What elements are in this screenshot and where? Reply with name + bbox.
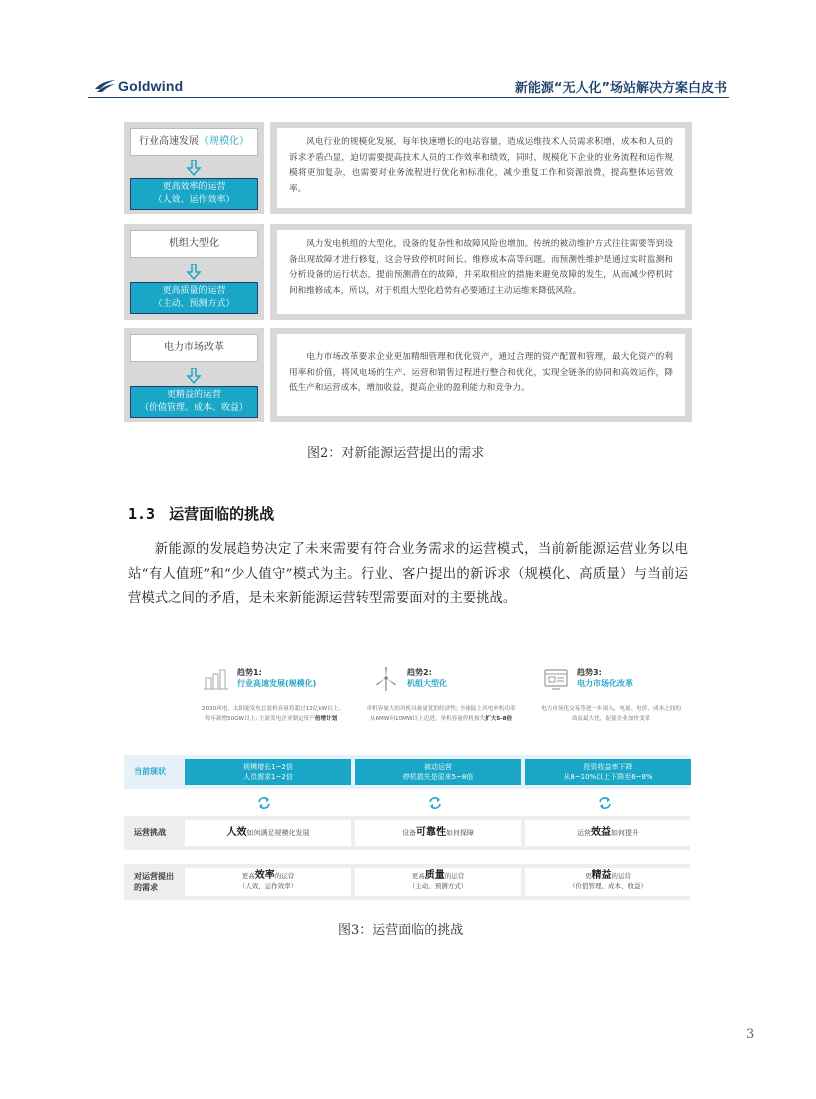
description-panel — [270, 122, 692, 214]
trend-label-text: 机组大型化 — [169, 238, 219, 249]
challenge-box — [185, 820, 351, 846]
requirement-detail: （主动、预测方式） — [153, 299, 235, 309]
trend-label — [130, 334, 258, 362]
trend-title — [407, 667, 447, 689]
trend-description — [181, 704, 361, 724]
challenge-emphasis: 可靠性 — [416, 827, 446, 838]
requirement-label — [124, 864, 180, 893]
trend-panel — [124, 224, 264, 320]
current-status-box — [185, 759, 351, 785]
requirement-text: 更高 — [241, 872, 255, 880]
requirement-label-line: 对运营提出 — [134, 872, 174, 881]
requirement-emphasis: 效率 — [254, 870, 275, 881]
challenge-box — [355, 820, 521, 846]
trend-description-line: 电力市场化交易等进一步深入，电量、电价、成本之间的 — [541, 706, 681, 712]
arrow-down-icon — [186, 368, 202, 384]
requirement-box — [525, 868, 691, 896]
trend-title — [237, 667, 316, 689]
trend-description-line: 单机容量大的风机具备更优的经济性; 全球陆上风电单机功率 — [366, 706, 516, 712]
requirement-title — [525, 871, 691, 881]
requirement-title: 更高效率的运营 — [162, 182, 226, 192]
section-title: 运营面临的挑战 — [169, 505, 275, 523]
current-status-line: 人员需求1~2倍 — [243, 773, 293, 781]
building-chart-icon — [203, 666, 229, 692]
requirement-row — [124, 122, 692, 214]
logo-text: Goldwind — [118, 78, 184, 94]
requirement-box — [355, 868, 521, 896]
trend-description-text: 从6MW向10MW以上迈进，单机容量停机损失 — [369, 716, 486, 722]
requirement-box — [185, 868, 351, 896]
requirement-text: 的运营 — [611, 872, 631, 880]
challenge-text: 如何提升 — [611, 829, 639, 837]
trend-label-text: 行业高速发展 — [139, 136, 199, 147]
trend-title — [577, 667, 633, 689]
requirement-detail: （价值管理、成本、收益） — [569, 882, 647, 890]
figure-3 — [124, 664, 690, 900]
requirement-text: 的运营 — [274, 872, 295, 880]
operation-requirement-box — [130, 282, 258, 314]
challenge-text: 运营 — [577, 829, 591, 837]
document-title: 新能源“无人化”场站解决方案白皮书 — [514, 81, 727, 96]
trend-description-line — [351, 714, 531, 724]
current-status-line: 从8~10%以上下降至6~8% — [563, 773, 653, 781]
current-status-line: 被动运营 — [424, 763, 452, 771]
challenge-box — [525, 820, 691, 846]
requirement-emphasis: 质量 — [424, 870, 445, 881]
requirement-title — [355, 871, 521, 881]
trend-subtitle: 电力市场化改革 — [577, 679, 633, 688]
trend-subtitle: 行业高速发展(规模化) — [237, 679, 317, 688]
trend-number: 趋势2: — [407, 668, 432, 677]
description-text: 风力发电机组的大型化，设备的复杂性和故障风险也增加。传统的被动维护方式往往需要等到设备出现故障才进行修复，这会导致停机时间长、维修成本高等问题。而预测性维护是通过实时监测和分析设备的运行状态，提前预测潜在的故障，并采取相应的措施来避免故障的发生，从而减少停机时间和维修成本，所以，对于机组大型化趋势有必要通过主动运维来降低风险。 — [277, 230, 685, 314]
description-panel — [270, 224, 692, 320]
trend-number: 趋势1: — [237, 668, 262, 677]
trend-description-text: 效益最大化，促使企业加快变革 — [571, 716, 651, 722]
requirement-detail: （价值管理、成本、收益） — [139, 403, 248, 413]
trend-number: 趋势3: — [577, 668, 602, 677]
trend-subtitle: 机组大型化 — [407, 679, 447, 688]
requirement-text: 更 — [585, 872, 592, 880]
trend-block — [181, 664, 361, 724]
page-header — [88, 76, 729, 98]
challenge-label: 运营挑战 — [134, 828, 166, 837]
current-status-line: 停机损失是原来5~8倍 — [402, 773, 474, 781]
trend-description-text: 每年新增50GW以上; 主流发电企业制定资产 — [204, 716, 315, 722]
market-screen-icon — [543, 666, 569, 692]
arrow-down-icon — [186, 160, 202, 176]
section-paragraph: 新能源的发展趋势决定了未来需要有符合业务需求的运营模式，当前新能源运营业务以电站“有人值班”和“少人值守”模式为主。行业、客户提出的新诉求（规模化、高质量）与当前运营模式之间的矛盾，是未来新能源运营转型需要面对的主要挑战。 — [128, 542, 688, 606]
trend-description-emphasis: 倍增计划 — [314, 716, 338, 722]
trend-panel — [124, 122, 264, 214]
arrow-down-icon — [186, 264, 202, 280]
requirement-label-line: 的需求 — [134, 883, 158, 892]
trend-description-line — [181, 714, 361, 724]
trend-description — [521, 704, 701, 724]
current-status-box — [355, 759, 521, 785]
requirement-text: 更高 — [411, 872, 425, 880]
operation-requirement-box — [130, 386, 258, 418]
cycle-arrows-icon — [428, 796, 442, 810]
requirement-row — [124, 328, 692, 422]
cycle-arrows-icon — [257, 796, 271, 810]
current-status-line: 规模增长1~2倍 — [243, 763, 293, 771]
requirement-row — [124, 224, 692, 320]
section-heading — [128, 503, 274, 524]
goldwind-logo — [94, 78, 183, 94]
operation-requirement-box — [130, 178, 258, 210]
wind-turbine-icon — [373, 666, 399, 692]
challenge-emphasis: 效益 — [591, 827, 611, 838]
trend-description-line — [521, 714, 701, 724]
challenge-emphasis: 人效 — [226, 827, 247, 838]
requirement-title: 更高质量的运营 — [162, 286, 226, 296]
page-number: 3 — [746, 1027, 755, 1042]
current-status-line: 投资收益率下降 — [583, 763, 633, 771]
figure-3-caption: 图3：运营面临的挑战 — [338, 923, 464, 938]
challenge-text: 如何保障 — [446, 829, 474, 837]
trend-description — [351, 704, 531, 724]
requirement-title — [185, 871, 351, 881]
current-status-box — [525, 759, 691, 785]
trend-description-emphasis: 扩大5-8倍 — [485, 716, 513, 722]
trend-label-text: 电力市场改革 — [164, 342, 224, 353]
description-text: 风电行业的规模化发展，每年快速增长的电站容量，造成运维技术人员需求积增，成本和人员的诉求矛盾凸显，迫切需要提高技术人员的工作效率和绩效，同时，规模化下企业的业务流程和运作规模将更加复杂，也需要对业务流程进行优化和标准化，减少重复工作和资源浪费，提高整体运营效率。 — [277, 128, 685, 208]
requirement-emphasis: 精益 — [591, 870, 612, 881]
goldwind-logo-icon — [94, 79, 116, 93]
trend-block — [521, 664, 701, 724]
challenge-text: 设备 — [402, 829, 416, 837]
current-status-band — [124, 755, 690, 789]
requirement-detail: （主动、预测方式） — [408, 882, 468, 890]
requirement-detail: （人效、运作效率） — [238, 882, 298, 890]
section-number: 1.3 — [128, 505, 156, 523]
trend-description-line: 2030风电、太阳能发电总装机容量将超过12亿kW以上, — [201, 706, 341, 712]
requirement-title: 更精益的运营 — [166, 390, 221, 400]
cycle-arrows-icon — [598, 796, 612, 810]
requirement-band — [124, 864, 690, 900]
figure-2-caption: 图2：对新能源运营提出的需求 — [307, 446, 485, 461]
description-panel — [270, 328, 692, 422]
trend-label — [130, 128, 258, 156]
requirement-detail: （人效、运作效率） — [153, 195, 235, 205]
challenge-text: 如何满足规模化发展 — [246, 829, 310, 837]
current-status-label: 当前现状 — [134, 767, 166, 776]
trend-label — [130, 230, 258, 258]
trend-panel — [124, 328, 264, 422]
trend-label-highlight: （规模化） — [199, 136, 249, 147]
trend-block — [351, 664, 531, 724]
description-text: 电力市场改革要求企业更加精细管理和优化资产，通过合理的资产配置和管理，最大化资产的利用率和价值，将风电场的生产、运营和销售过程进行整合和优化，实现全链条的协同和高效运作，降低生产和运营成本，增加收益，提高企业的盈利能力和竞争力。 — [277, 334, 685, 416]
challenge-band — [124, 816, 690, 850]
requirement-text: 的运营 — [444, 872, 465, 880]
